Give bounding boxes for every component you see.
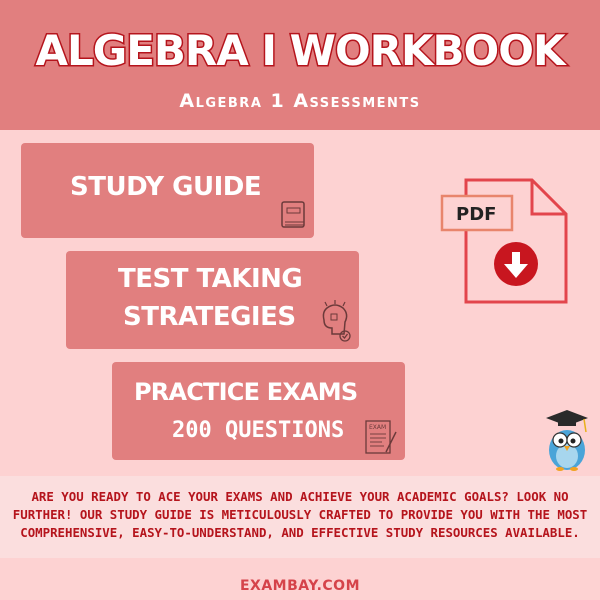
strategies-label-line1: TEST TAKING [118, 264, 303, 294]
pdf-download-graphic [440, 178, 580, 312]
puzzle-head-icon [315, 298, 355, 344]
strategies-label-line2: STRATEGIES [123, 302, 296, 332]
page-title: ALGEBRA I WORKBOOK [35, 26, 565, 75]
book-icon [279, 199, 309, 231]
owl-graduate-icon [544, 408, 590, 472]
pdf-file-icon [440, 178, 580, 308]
description-text: ARE YOU READY TO ACE YOUR EXAMS AND ACHIEVE YOUR ACADEMIC GOALS? LOOK NO FURTHER! OUR STUDY GUIDE IS METICULOUSLY CRAFTED TO PROVIDE YOU WITH THE MOST COMPREHENSIVE, EASY-TO-UNDERSTAND, AND EFFECTIVE STUDY RESOURCES AVAILABLE. [12, 489, 588, 540]
site-link[interactable]: EXAMBAY.COM [239, 578, 361, 594]
questions-label: 200 QUESTIONS [172, 418, 345, 443]
exam-icon-label: EXAM [369, 424, 387, 431]
study-guide-label: STUDY GUIDE [70, 172, 262, 202]
practice-exams-label: PRACTICE EXAMS [134, 378, 358, 406]
exam-sheet-icon [362, 418, 400, 458]
page-subtitle: Algebra 1 Assessments [179, 90, 421, 112]
pdf-label: PDF [456, 204, 497, 225]
